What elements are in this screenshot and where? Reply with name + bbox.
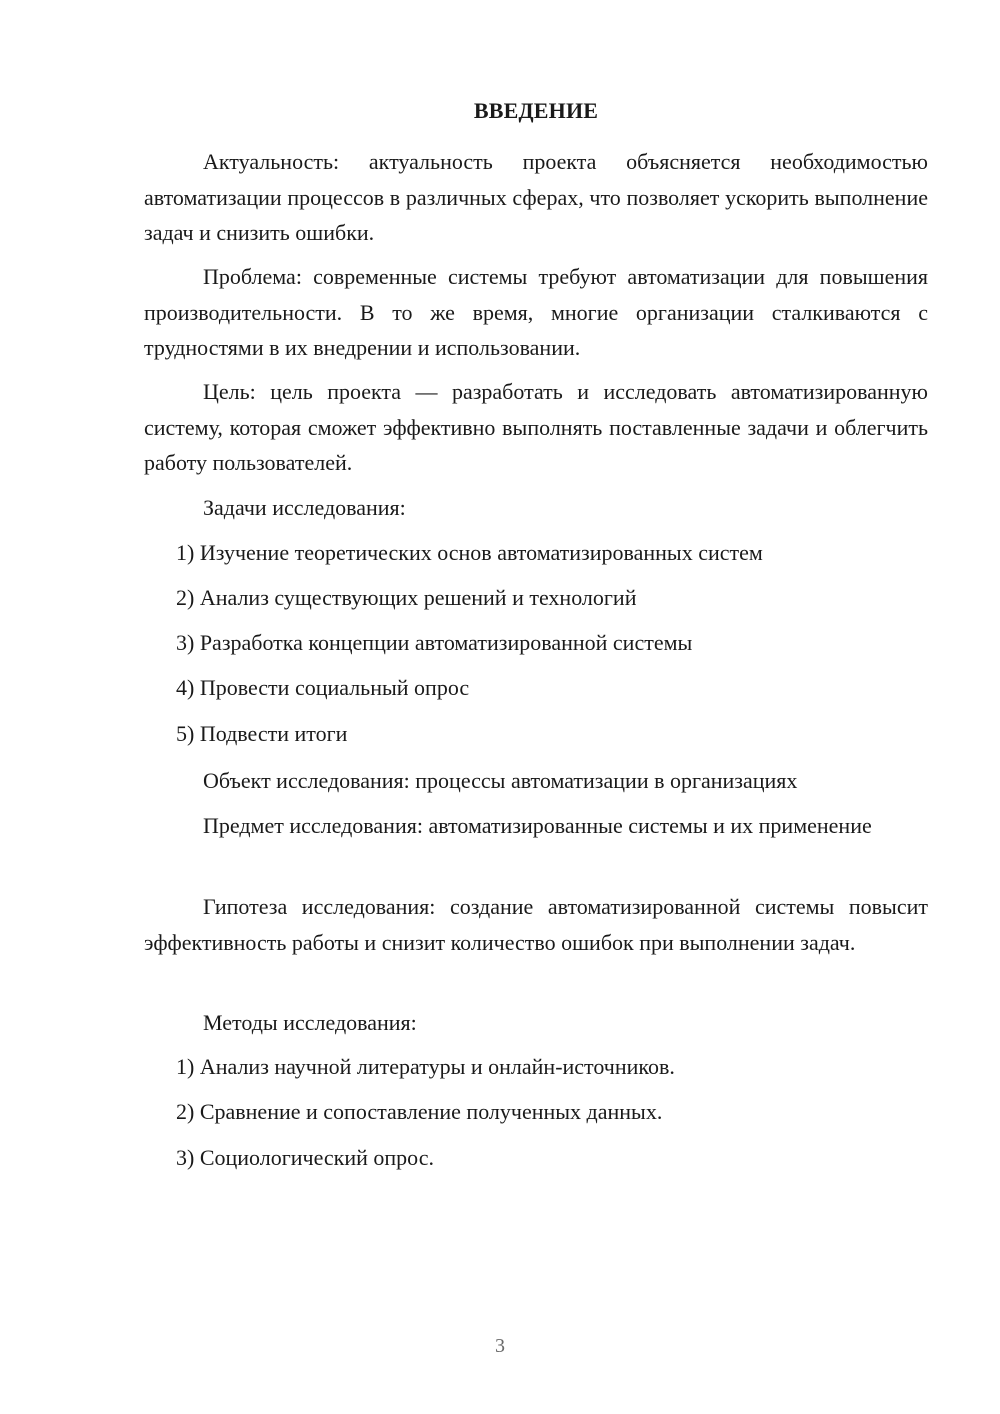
task-item: 1) Изучение теоретических основ автоматизированных систем	[176, 540, 763, 565]
task-item: 2) Анализ существующих решений и технологий	[176, 585, 637, 610]
task-item: 4) Провести социальный опрос	[176, 675, 470, 700]
method-item: 2) Сравнение и сопоставление полученных данных.	[176, 1099, 663, 1124]
problem-paragraph: Проблема: современные системы требуют автоматизации для повышения производительности. В то же время, многие организации сталкиваются с трудностями в их внедрении и использовании.	[144, 264, 928, 360]
section-title: ВВЕДЕНИЕ	[473, 98, 599, 123]
method-item: 3) Социологический опрос.	[176, 1145, 434, 1170]
tasks-heading: Задачи исследования:	[203, 495, 406, 520]
goal-paragraph: Цель: цель проекта — разработать и исследовать автоматизированную систему, которая сможет эффективно выполнять поставленные задачи и облегчить работу пользователей.	[144, 379, 928, 475]
methods-heading: Методы исследования:	[203, 1010, 417, 1035]
hypothesis-paragraph: Гипотеза исследования: создание автоматизированной системы повысит эффективность работы и снизит количество ошибок при выполнении задач.	[144, 894, 928, 955]
object-paragraph: Объект исследования: процессы автоматизации в организациях	[203, 768, 798, 793]
method-item: 1) Анализ научной литературы и онлайн-источников.	[176, 1054, 675, 1079]
subject-paragraph: Предмет исследования: автоматизированные системы и их применение	[203, 813, 872, 838]
task-item: 3) Разработка концепции автоматизированной системы	[176, 630, 693, 655]
task-item: 5) Подвести итоги	[176, 721, 348, 746]
relevance-paragraph: Актуальность: актуальность проекта объясняется необходимостью автоматизации процессов в различных сферах, что позволяет ускорить выполнение задач и снизить ошибки.	[144, 149, 928, 245]
document-page	[144, 0, 928, 1414]
page-number: 3	[495, 1335, 505, 1357]
